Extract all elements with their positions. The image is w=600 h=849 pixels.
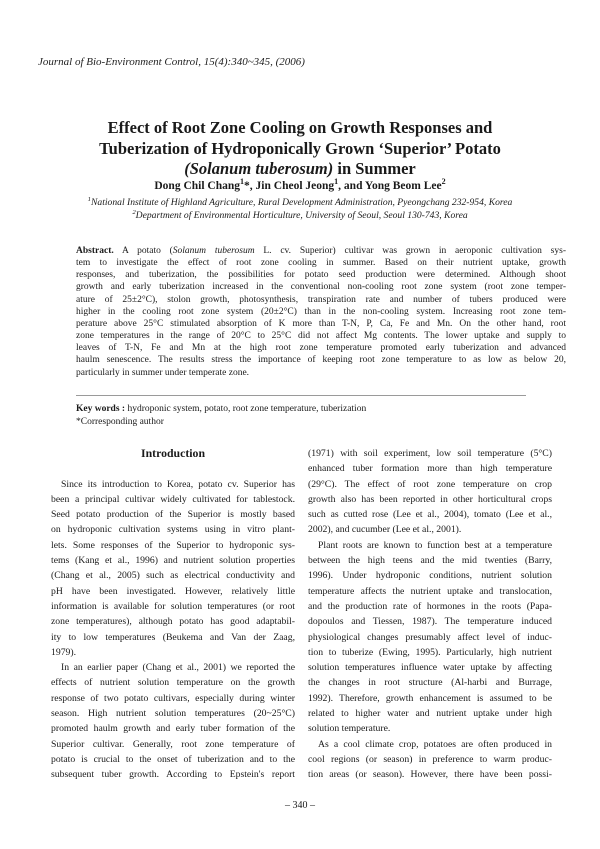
body-text-line: As a cool climate crop, potatoes are often produced in: [318, 738, 552, 750]
body-text-line: lets. Some responses of the Superior to hydroponic sys-: [51, 539, 295, 551]
body-text-line: 1979).: [51, 646, 77, 658]
body-text-line: solution temperature.: [308, 723, 391, 735]
body-text-line: been a principal cultivar widely cultivated for tablestock.: [51, 493, 295, 505]
body-text-line: dopoulos and Tiessen, 1987). The temperature induced: [308, 616, 552, 628]
body-text-line: (Chang et al., 2005) such as electrical conductivity and: [51, 570, 295, 582]
body-text-line: Plant roots are known to function best at a temperature: [318, 539, 552, 551]
body-text-line: response of two potato cultivars, especially during winter: [51, 692, 295, 704]
divider-rule-top: [76, 395, 526, 396]
body-text-line: 2002), and cucumber (Lee et al., 2001).: [308, 524, 462, 536]
body-text-line: tion to tuberize (Ewing, 1995). Particularly, high nutrient: [308, 646, 552, 658]
body-text-line: pH have been investigated. However, relatively little: [51, 585, 295, 597]
body-text-line: Seed potato production of the Superior is mostly based: [51, 509, 295, 521]
author-list: [40, 177, 560, 192]
body-text-line: potato is crucial to the onset of tuberization and to the: [51, 753, 295, 765]
abstract-line: haulm senescence. The results stress the importance of keeping root zone temperature to as low as below 20,: [76, 355, 566, 366]
body-text-line: ity to low temperatures (Beukema and Van der Zaag,: [51, 631, 295, 643]
abstract: [76, 245, 566, 379]
body-text-line: season. High nutrient solution temperatures (20~25°C): [51, 708, 295, 720]
body-text-line: (29°C). The effect of root zone temperature on crop: [308, 478, 552, 490]
body-text-line: enhanced tuber formation more than high temperature: [308, 463, 552, 475]
affiliation-2-text: Department of Environmental Horticulture, University of Seoul, Seoul 130-743, Korea: [135, 210, 468, 222]
abstract-label: Abstract.: [76, 246, 114, 256]
abstract-line: responses, and tuberization, the possibilities for potato seed production were determined. Although shoot: [76, 270, 566, 281]
affiliations: [40, 196, 560, 222]
body-text-line: related to higher water and nutrient uptake under high: [308, 708, 552, 720]
abstract-species: Solanum tuberosum: [172, 246, 255, 256]
body-text-line: 1996). Under hydroponic conditions, nutrient solution: [308, 570, 552, 582]
body-text-line: physiological changes presumably affect level of induc-: [308, 631, 552, 643]
species-name: (Solanum tuberosum): [184, 159, 334, 178]
body-text-line: promoted haulm growth and early tuber formation of the: [51, 723, 295, 735]
abstract-line: higher in the cooling root zone system (20±2°C) than in the non-cooling system. Increasing root zone tem-: [76, 306, 566, 317]
body-text-line: zone temperatures), although potato has good adaptabil-: [51, 616, 295, 628]
abstract-line: zone temperatures in the range of 20°C to 25°C did not affect Mg contents. The lower uptake and supply to: [76, 331, 566, 342]
body-text-line: such as cutted rose (Lee et al., 2004), tomato (Lee et al.,: [308, 509, 552, 521]
affiliation-1-text: National Institute of Highland Agriculture, Rural Development Administration, Pyeongchang 232-954, Korea: [91, 197, 513, 208]
paper-title: [40, 118, 560, 180]
body-column-right: [308, 446, 552, 783]
abstract-line: particularly in summer under temperate zone.: [76, 367, 250, 378]
body-text-line: 1992). Therefore, growth enhancement is assumed to be: [308, 692, 552, 704]
abstract-line: tem to investigate the effect of root zone cooling in summer. Based on their nutrient uptake, growth: [76, 258, 566, 269]
body-text-line: tems (Kang et al., 1996) and nutrient solution properties: [51, 555, 295, 567]
keywords-text: hydroponic system, potato, root zone temperature, tuberization: [125, 404, 367, 414]
author-sep: , and: [338, 180, 365, 192]
body-text-line: on hydroponic cultivation systems using in vitro plant-: [51, 524, 295, 536]
body-text-line: the changes in root structure (Al-harbi and Burrage,: [308, 677, 552, 689]
author-3-affil: 2: [441, 177, 446, 187]
author-3: Yong Beom Lee: [364, 180, 442, 192]
abstract-line: ature of 25±2°C), stolon growth, photosynthesis, transpiration rate and number of tubers produced were: [76, 294, 566, 305]
abstract-line: leaves of T-N, Fe and Mn at the high root zone temperature promoted early tuberization and advanced: [76, 343, 566, 354]
title-line-3: [40, 159, 560, 180]
abstract-line: perature above 25°C stimulated absorption of K more than T-N, P, Ca, Fe and Mn. On the other hand, root: [76, 318, 566, 329]
body-text-line: and the production rate of hormones in the roots (Papa-: [308, 600, 552, 612]
author-2: Jin Cheol Jeong: [255, 180, 335, 192]
author-1-affil: 1: [240, 177, 245, 187]
author-2-affil: 1: [334, 177, 339, 187]
abstract-line-1a: A potato (: [113, 246, 173, 256]
title-line-1: Effect of Root Zone Cooling on Growth Responses and: [107, 118, 493, 137]
abstract-line-1b: L. cv. Superior) cultivar was grown in aeroponic cultivation sys-: [254, 246, 566, 256]
body-text-line: solution temperatures influence water uptake by affecting: [308, 662, 552, 674]
title-line-2: Tuberization of Hydroponically Grown ‘Superior’ Potato: [99, 138, 501, 158]
affiliation-2-mark: 2: [132, 209, 136, 217]
body-text-line: growth also has been reported in other horticultural crops: [308, 493, 552, 505]
keywords-label: Key words :: [76, 404, 126, 414]
abstract-line: [76, 245, 566, 257]
affiliation-1-mark: 1: [87, 195, 92, 203]
affiliation-1: [40, 196, 560, 209]
body-text-line: tion areas (or season). However, there have been possi-: [308, 769, 552, 781]
body-text-line: In an earlier paper (Chang et al., 2001) we reported the: [61, 662, 295, 674]
page-number: – 340 –: [285, 800, 315, 811]
body-text-line: Since its introduction to Korea, potato cv. Superior has: [61, 478, 295, 490]
corresponding-author-note: *Corresponding author: [76, 417, 164, 427]
body-text-line: subsequent tuber growth. According to Epstein's report: [51, 769, 295, 781]
body-text-line: temperature affects the nutrient uptake and translocation,: [308, 585, 552, 597]
body-text-line: Superior cultivar. Generally, root zone temperature of: [51, 738, 295, 750]
title-line-3-rest: in Summer: [333, 159, 416, 178]
journal-citation: Journal of Bio-Environment Control, 15(4):340~345, (2006): [38, 56, 305, 68]
abstract-line: growth and early tuberization increased in the conventional non-cooling root zone system (root zone temper-: [76, 282, 566, 293]
body-text-line: cool regions (or season) in preference to warm produc-: [308, 753, 552, 765]
author-1: Dong Chil Chang: [154, 180, 241, 192]
body-column-left: [51, 446, 295, 783]
body-text-line: between the high teens and the mid twenties (Barry,: [308, 555, 552, 567]
body-text-line: (1971) with soil experiment, low soil temperature (5°C): [308, 448, 552, 459]
body-text-line: information is available for solution temperatures (or root: [51, 600, 295, 612]
body-text-line: effects of nutrient solution temperature on the growth: [51, 677, 295, 689]
section-heading-introduction: Introduction: [140, 446, 206, 460]
author-1-mark: *,: [244, 180, 256, 192]
affiliation-2: [40, 209, 560, 222]
keywords: [76, 403, 366, 416]
